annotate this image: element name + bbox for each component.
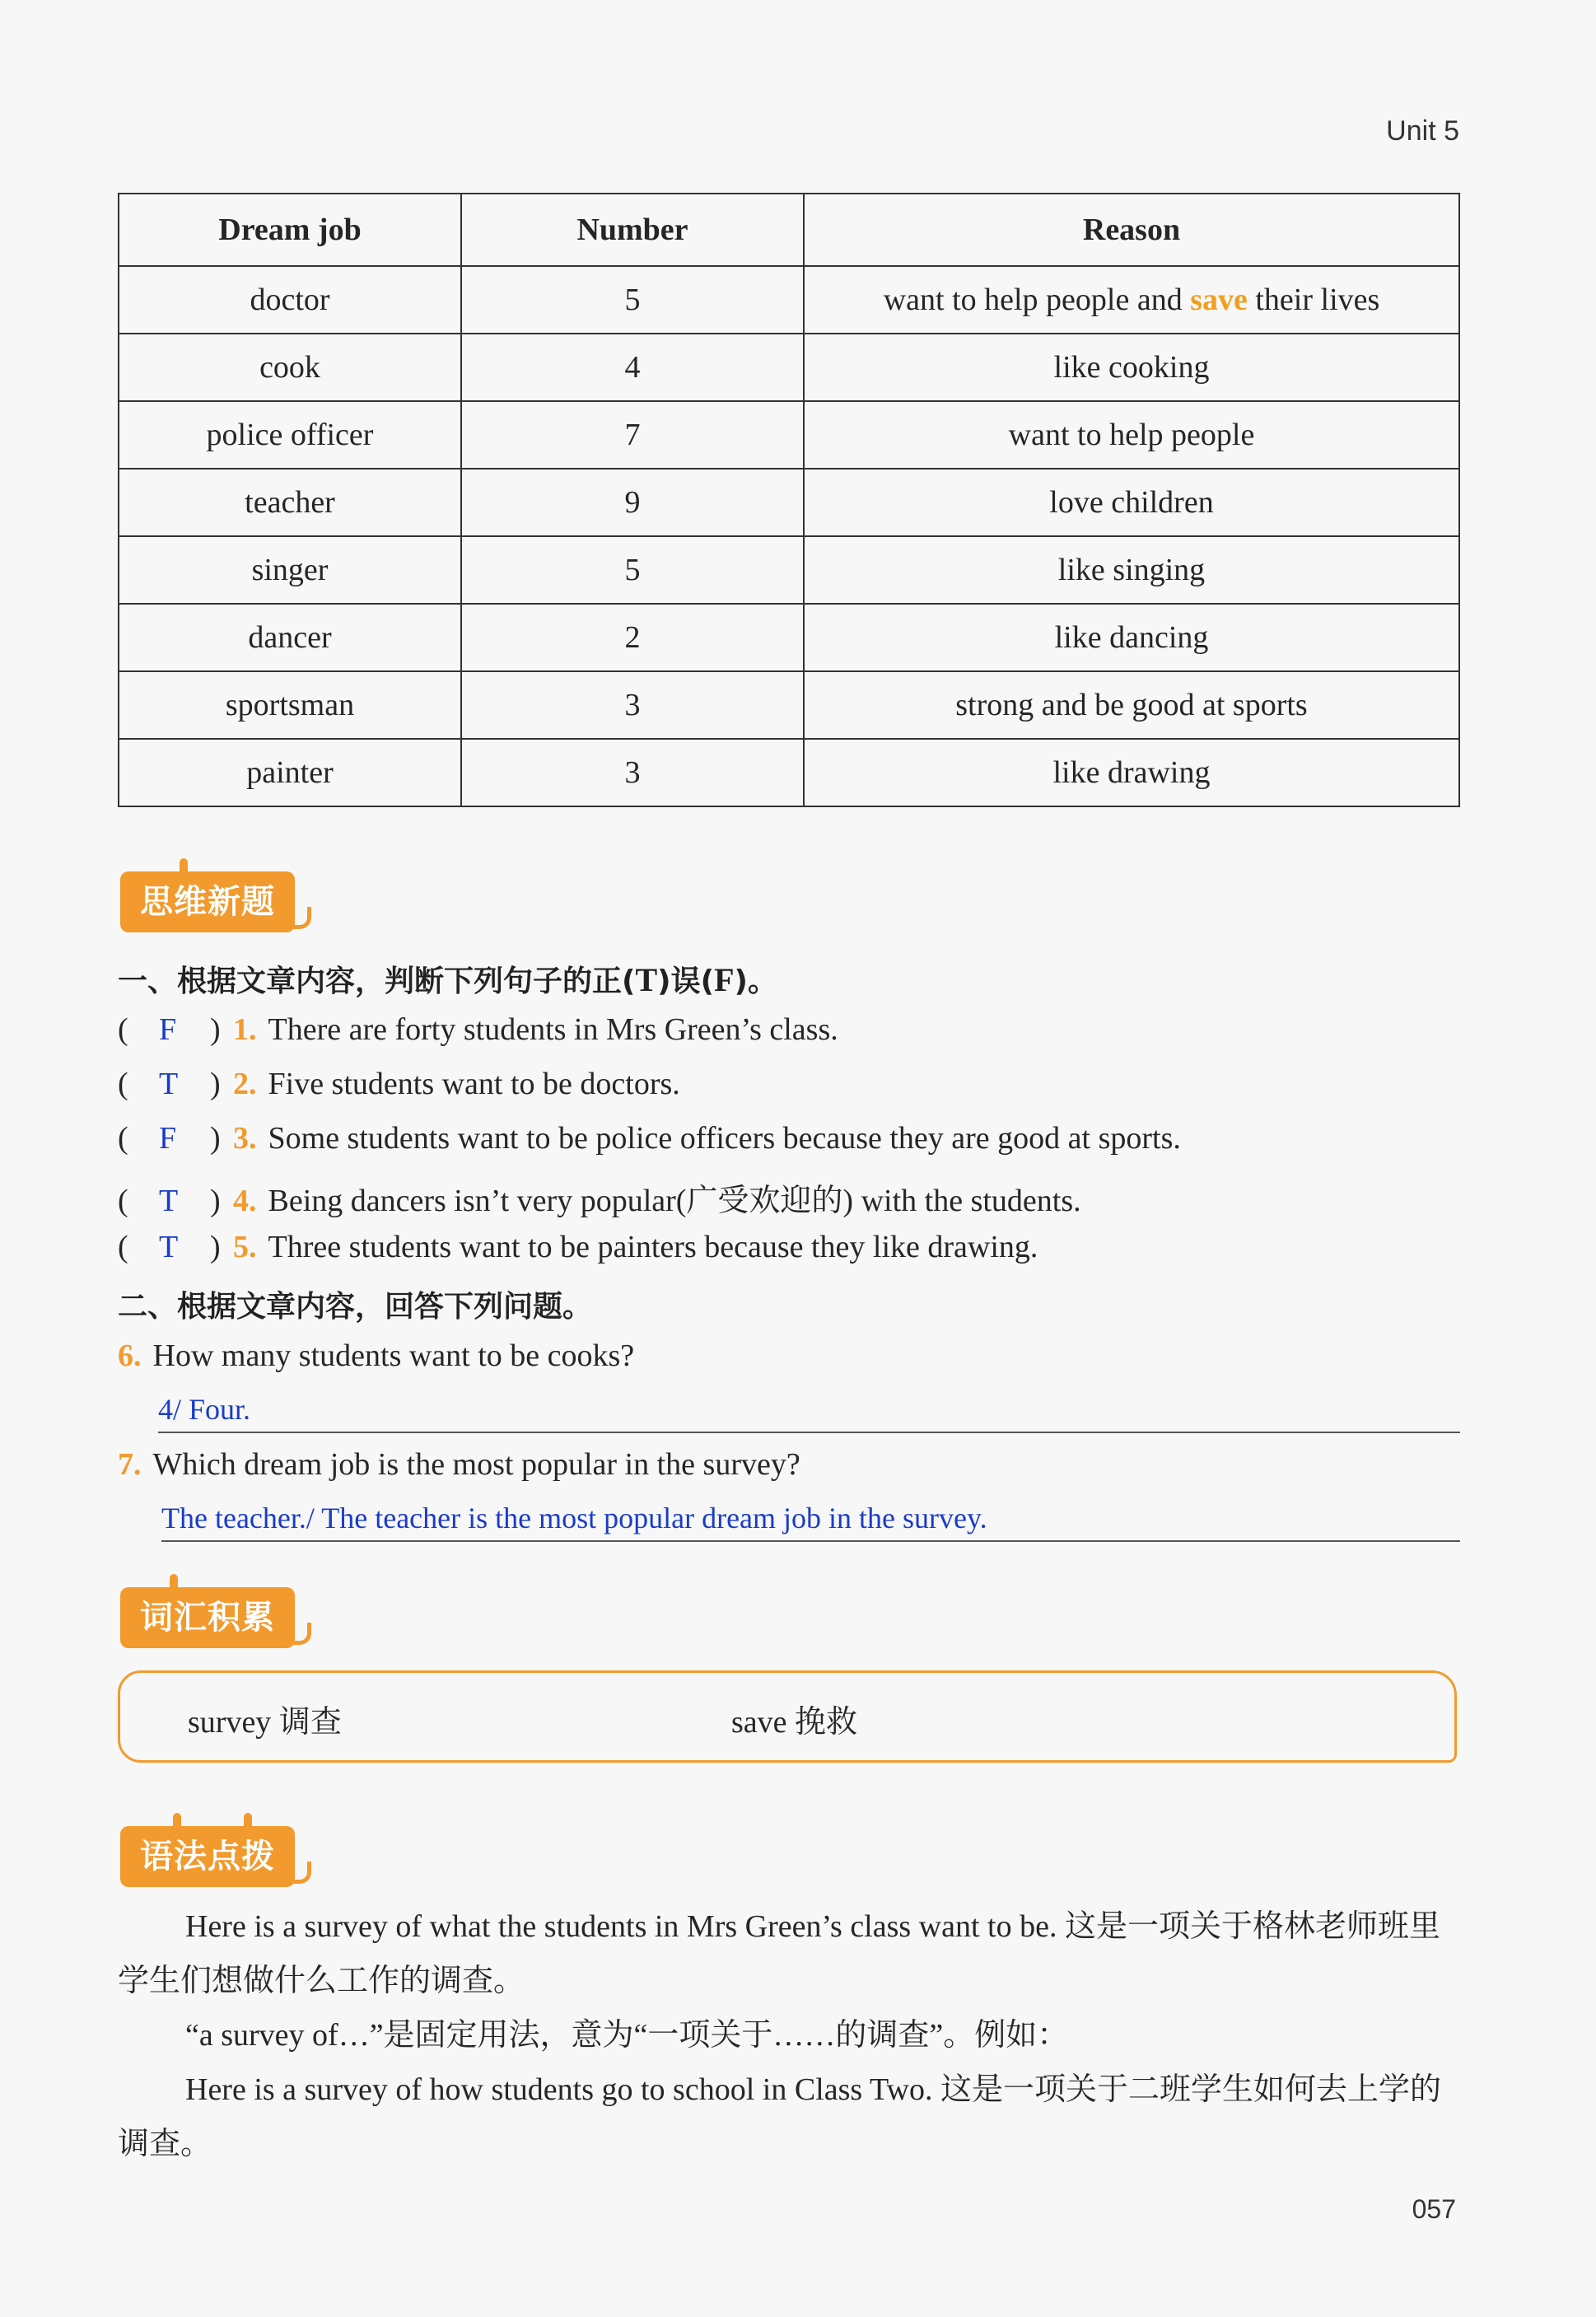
reason-text: want to help people and <box>883 283 1191 317</box>
title-text: )。 <box>734 965 777 998</box>
sprout-icon <box>180 858 188 871</box>
badge-vocabulary <box>120 1587 295 1648</box>
table-row <box>119 671 1459 739</box>
title-t: T <box>635 961 658 998</box>
tf-item <box>118 1120 1181 1156</box>
answer-mark: T <box>159 1230 179 1264</box>
sprout-icon <box>244 1813 252 1826</box>
item-text: Five students want to be doctors. <box>268 1067 680 1101</box>
item-number: 3. <box>233 1121 257 1156</box>
cell-job: teacher <box>119 469 461 536</box>
sprout-icon <box>173 1813 181 1826</box>
unit-label: Unit 5 <box>1386 115 1459 147</box>
grammar-paragraph: Here is a survey of how students go to school in Class Two. 这是一项关于二班学生如何去上学的调查。 <box>118 2072 1441 2161</box>
tf-item <box>118 1011 838 1048</box>
cell-number: 9 <box>461 469 804 536</box>
cell-reason <box>804 266 1459 334</box>
item-number: 2. <box>233 1067 257 1101</box>
table-row <box>119 401 1459 469</box>
cell-reason: like dancing <box>804 604 1459 671</box>
item-text: Being dancers isn’t very popular(广受欢迎的) with the students. <box>268 1184 1081 1218</box>
table-row <box>119 334 1459 401</box>
cell-job: police officer <box>119 401 461 469</box>
table-row <box>119 536 1459 604</box>
sprout-icon <box>170 1574 178 1587</box>
grammar-paragraph: “a survey of…”是固定用法，意为“一项关于……的调查”。例如： <box>185 2018 1069 2053</box>
cell-reason: like cooking <box>804 334 1459 401</box>
answer-mark: F <box>159 1121 177 1156</box>
badge-tail-icon <box>289 907 311 929</box>
cell-reason: love children <box>804 469 1459 536</box>
item-number: 4. <box>233 1184 257 1218</box>
cell-reason: want to help people <box>804 401 1459 469</box>
cell-job: painter <box>119 739 461 806</box>
part1-title <box>118 958 777 1000</box>
qa-question <box>118 1446 800 1483</box>
cell-number: 4 <box>461 334 804 401</box>
answer-blank[interactable]: ( F ) <box>118 1121 221 1156</box>
question-text: How many students want to be cooks? <box>152 1338 635 1373</box>
badge-thinking <box>120 871 295 932</box>
question-text: Which dream job is the most popular in the survey? <box>152 1447 800 1482</box>
badge-label: 思维新题 <box>140 883 275 921</box>
header-dream-job: Dream job <box>119 194 461 266</box>
vocab-item: save 挽救 <box>731 1705 858 1740</box>
vocab-box <box>118 1670 1457 1763</box>
badge-tail-icon <box>289 1862 311 1884</box>
reason-highlight: save <box>1190 283 1248 317</box>
qa-question <box>118 1338 634 1374</box>
title-text: 一、根据文章内容，判断下列句子的正( <box>118 965 636 998</box>
table-row <box>119 739 1459 806</box>
tf-item <box>118 1066 680 1102</box>
item-text: Some students want to be police officers because they are good at sports. <box>268 1121 1181 1156</box>
item-text: There are forty students in Mrs Green’s class. <box>268 1012 838 1047</box>
cell-number: 5 <box>461 536 804 604</box>
table-row <box>119 266 1459 334</box>
table-row <box>119 604 1459 671</box>
cell-job: sportsman <box>119 671 461 739</box>
page-number: 057 <box>1412 2194 1456 2224</box>
item-number: 6. <box>118 1338 142 1373</box>
badge-grammar <box>120 1826 295 1887</box>
cell-job: cook <box>119 334 461 401</box>
badge-label: 语法点拨 <box>140 1838 275 1876</box>
header-number: Number <box>461 194 804 266</box>
cell-number: 7 <box>461 401 804 469</box>
dream-job-table <box>118 193 1460 807</box>
part2-title: 二、根据文章内容，回答下列问题。 <box>118 1290 593 1324</box>
answer-line[interactable]: 4/ Four. <box>158 1390 1460 1433</box>
item-number: 1. <box>233 1012 257 1047</box>
vocab-item: survey 调查 <box>188 1705 342 1740</box>
answer-mark: T <box>159 1184 179 1218</box>
header-reason: Reason <box>804 194 1459 266</box>
reason-text: their lives <box>1247 283 1380 317</box>
answer-blank[interactable]: ( T ) <box>118 1184 221 1218</box>
answer-line[interactable]: The teacher./ The teacher is the most popular dream job in the survey. <box>161 1499 1460 1542</box>
table-header-row <box>119 194 1459 266</box>
title-text: )误( <box>657 965 715 998</box>
answer-blank[interactable]: ( T ) <box>118 1230 221 1264</box>
answer-blank[interactable]: ( T ) <box>118 1067 221 1101</box>
table-row <box>119 469 1459 536</box>
cell-number: 3 <box>461 671 804 739</box>
answer-blank[interactable]: ( F ) <box>118 1012 221 1047</box>
title-f: F <box>714 961 735 998</box>
cell-job: singer <box>119 536 461 604</box>
cell-reason: strong and be good at sports <box>804 671 1459 739</box>
item-number: 7. <box>118 1447 142 1482</box>
answer-mark: T <box>159 1067 179 1101</box>
cell-number: 3 <box>461 739 804 806</box>
grammar-paragraph: Here is a survey of what the students in Mrs Green’s class want to be. 这是一项关于格林老师班里学生们想做什么工作的调查。 <box>118 1909 1440 1998</box>
item-number: 5. <box>233 1230 257 1264</box>
tf-item <box>118 1175 1081 1220</box>
cell-reason: like singing <box>804 536 1459 604</box>
item-text: Three students want to be painters because they like drawing. <box>268 1230 1038 1264</box>
tf-item <box>118 1229 1038 1265</box>
cell-number: 2 <box>461 604 804 671</box>
badge-tail-icon <box>289 1623 311 1645</box>
answer-mark: F <box>159 1012 177 1047</box>
cell-job: dancer <box>119 604 461 671</box>
cell-reason: like drawing <box>804 739 1459 806</box>
cell-job: doctor <box>119 266 461 334</box>
cell-number: 5 <box>461 266 804 334</box>
badge-label: 词汇积累 <box>140 1599 275 1637</box>
